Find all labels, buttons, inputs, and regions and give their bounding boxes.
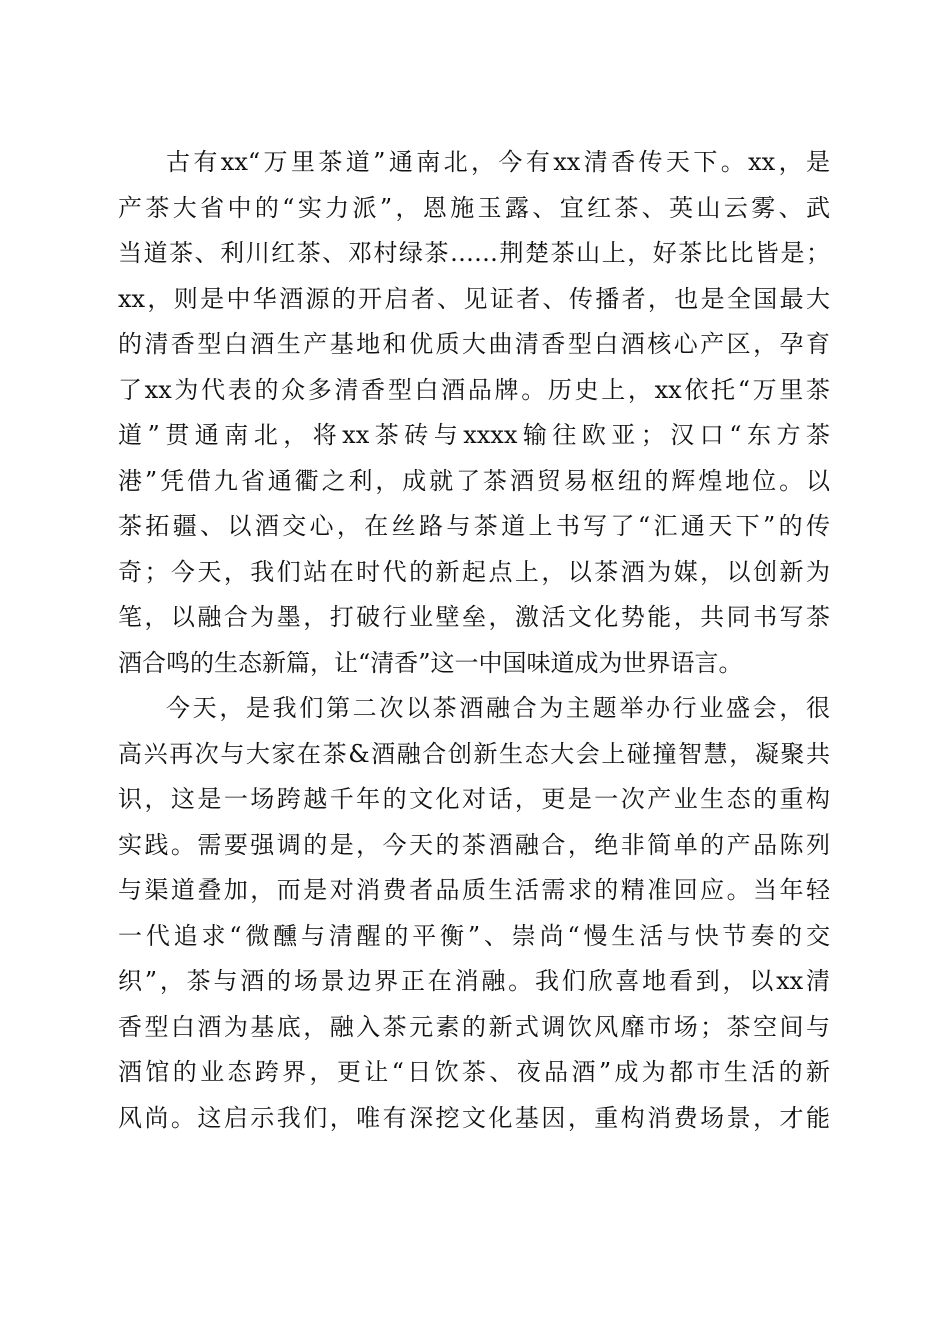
paragraph-line: 的清香型白酒生产基地和优质大曲清香型白酒核心产区，孕育: [118, 330, 830, 358]
paragraph-line: 风尚。这启示我们，唯有深挖文化基因，重构消费场景，才能: [118, 1103, 830, 1132]
paragraph-line: xx，则是中华酒源的开启者、见证者、传播者，也是全国最大: [118, 284, 830, 313]
paragraph-line: 织”，茶与酒的场景边界正在消融。我们欣喜地看到，以xx清: [118, 967, 830, 995]
paragraph-line: 当道茶、利川红茶、邓村绿茶……荆楚茶山上，好茶比比皆是；: [118, 239, 830, 267]
paragraph-line: 高兴再次与大家在茶&酒融合创新生态大会上碰撞智慧，凝聚共: [118, 739, 830, 768]
paragraph-line: 奇；今天，我们站在时代的新起点上，以茶酒为媒，以创新为: [118, 557, 830, 586]
paragraph-line: 古有xx“万里茶道”通南北，今有xx清香传天下。xx，是: [166, 148, 830, 176]
paragraph-line: 酒合鸣的生态新篇，让“清香”这一中国味道成为世界语言。: [118, 648, 743, 677]
paragraph-line: 笔，以融合为墨，打破行业壁垒，激活文化势能，共同书写茶: [118, 603, 830, 631]
paragraph-2: [118, 686, 830, 1141]
paragraph-line: 港”凭借九省通衢之利，成就了茶酒贸易枢纽的辉煌地位。以: [118, 466, 830, 495]
document-body: [118, 140, 830, 1141]
paragraph-1: [118, 140, 830, 686]
paragraph-line: 香型白酒为基底，融入茶元素的新式调饮风靡市场；茶空间与: [118, 1012, 830, 1041]
paragraph-line: 道”贯通南北，将xx茶砖与xxxx输往欧亚；汉口“东方茶: [118, 421, 830, 449]
paragraph-line: 实践。需要强调的是，今天的茶酒融合，绝非简单的产品陈列: [118, 830, 830, 859]
paragraph-line: 今天，是我们第二次以茶酒融合为主题举办行业盛会，很: [166, 694, 830, 722]
paragraph-line: 产茶大省中的“实力派”，恩施玉露、宜红茶、英山云雾、武: [118, 193, 830, 222]
paragraph-line: 酒馆的业态跨界，更让“日饮茶、夜品酒”成为都市生活的新: [118, 1058, 830, 1086]
paragraph-line: 茶拓疆、以酒交心，在丝路与茶道上书写了“汇通天下”的传: [118, 512, 830, 540]
paragraph-line: 识，这是一场跨越千年的文化对话，更是一次产业生态的重构: [118, 785, 830, 813]
paragraph-line: 一代追求“微醺与清醒的平衡”、崇尚“慢生活与快节奏的交: [118, 921, 830, 950]
paragraph-line: 了xx为代表的众多清香型白酒品牌。历史上，xx依托“万里茶: [118, 375, 830, 404]
paragraph-line: 与渠道叠加，而是对消费者品质生活需求的精准回应。当年轻: [118, 876, 830, 904]
